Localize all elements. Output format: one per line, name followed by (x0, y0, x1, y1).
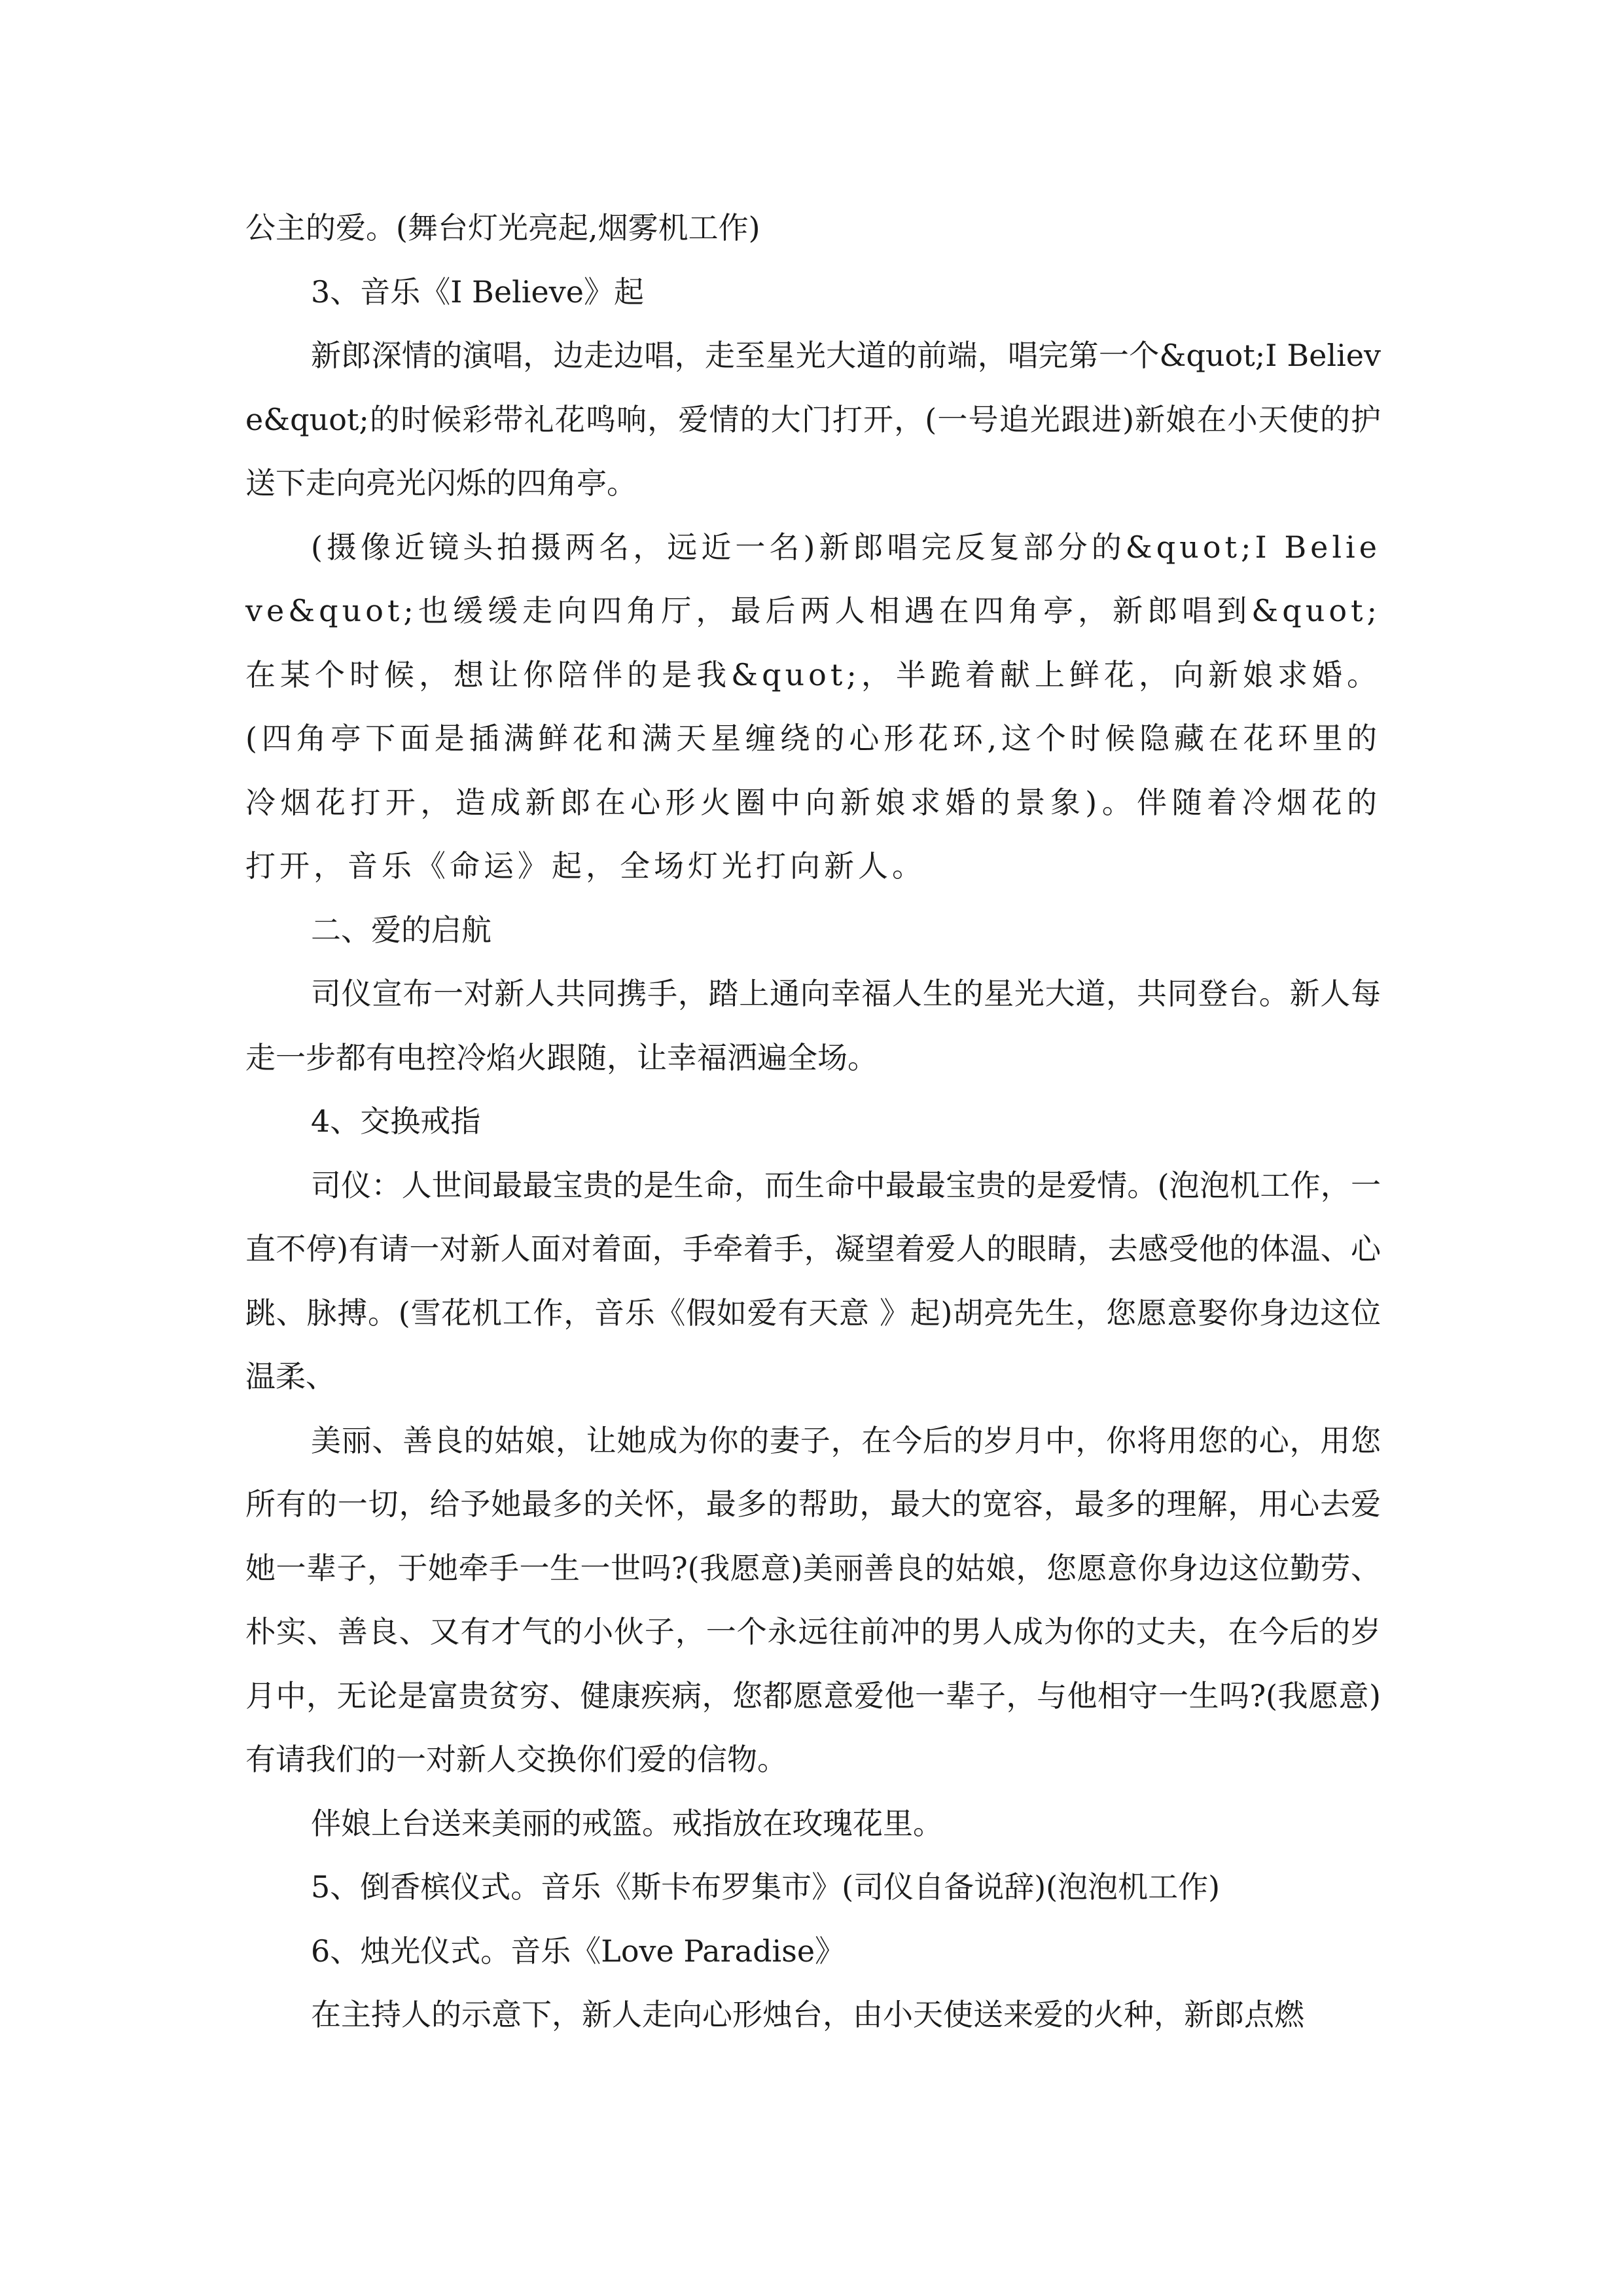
section-heading: 3、音乐《I Believe》起 (311, 274, 644, 310)
paragraph: 司仪：人世间最最宝贵的是生命，而生命中最最宝贵的是爱情。(泡泡机工作，一直不停)有请一对新人面对着面，手牵着手，凝望着爱人的眼睛，去感受他的体温、心跳、脉搏。(雪花机工作，音乐《假如爱有天意 》起)胡亮先生，您愿意娶你身边这位温柔、 (245, 1167, 1381, 1394)
section-heading: 5、倒香槟仪式。音乐《斯卡布罗集市》(司仪自备说辞)(泡泡机工作) (311, 1869, 1221, 1905)
paragraph: 在主持人的示意下，新人走向心形烛台，由小天使送来爱的火种，新郎点燃 (311, 1997, 1304, 2032)
section-heading: 二、爱的启航 (311, 912, 491, 948)
paragraph: 美丽、善良的姑娘，让她成为你的妻子，在今后的岁月中，你将用您的心，用您所有的一切，给予她最多的关怀，最多的帮助，最大的宽容，最多的理解，用心去爱她一辈子，于她牵手一生一世吗?(我愿意)美丽善良的姑娘，您愿意你身边这位勤劳、朴实、善良、又有才气的小伙子，一个永远往前冲的男人成为你的丈夫，在今后的岁月中，无论是富贵贫穷、健康疾病，您都愿意爱他一辈子，与他相守一生吗?(我愿意)有请我们的一对新人交换你们爱的信物。 (245, 1422, 1381, 1777)
paragraph: 公主的爱。(舞台灯光亮起,烟雾机工作) (245, 210, 760, 245)
paragraph: 伴娘上台送来美丽的戒篮。戒指放在玫瑰花里。 (311, 1805, 943, 1841)
section-heading: 6、烛光仪式。音乐《Love Paradise》 (311, 1933, 846, 1969)
paragraph: 司仪宣布一对新人共同携手，踏上通向幸福人生的星光大道，共同登台。新人每走一步都有电控冷焰火跟随，让幸福洒遍全场。 (245, 976, 1381, 1075)
paragraph: 新郎深情的演唱，边走边唱，走至星光大道的前端，唱完第一个&quot;I Believe&quot;的时候彩带礼花鸣响，爱情的大门打开，(一号追光跟进)新娘在小天使的护送下走向亮光闪烁的四角亭。 (245, 338, 1381, 501)
section-heading: 4、交换戒指 (311, 1103, 481, 1139)
paragraph: (摄像近镜头拍摄两名，远近一名)新郎唱完反复部分的&quot;I Believe&quot;也缓缓走向四角厅，最后两人相遇在四角亭，新郎唱到&quot;在某个时候，想让你陪伴的是我&quot;，半跪着献上鲜花，向新娘求婚。(四角亭下面是插满鲜花和满天星缠绕的心形花环,这个时候隐藏在花环里的冷烟花打开，造成新郎在心形火圈中向新娘求婚的景象)。伴随着冷烟花的打开，音乐《命运》起，全场灯光打向新人。 (245, 529, 1381, 884)
